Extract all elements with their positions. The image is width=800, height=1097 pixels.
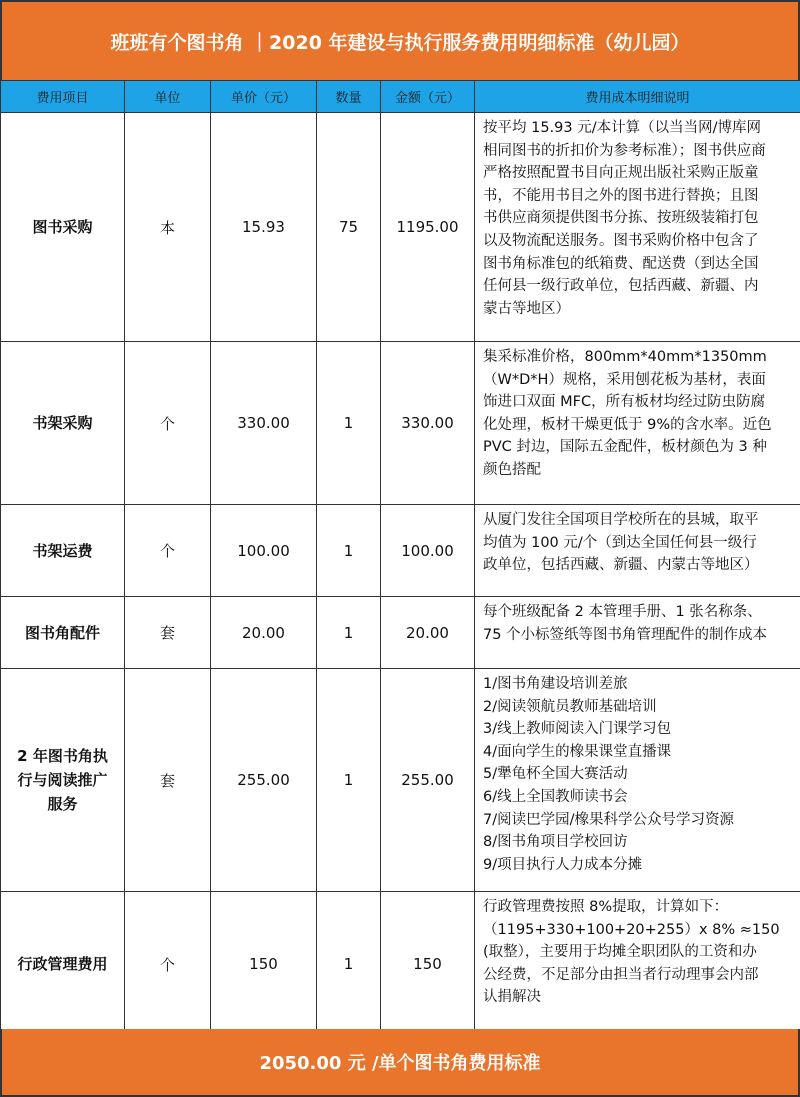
row-amount: 330.00 bbox=[381, 342, 475, 505]
row-item-name: 行政管理费用 bbox=[1, 892, 125, 1037]
description-line: 集采标准价格，800mm*40mm*1350mm bbox=[483, 349, 767, 365]
description-line: 5/犟龟杯全国大赛活动 bbox=[483, 766, 628, 783]
row-quantity: 1 bbox=[317, 597, 381, 669]
description-line: 相同图书的折扣价为参考标准）；图书供应商 bbox=[483, 142, 766, 159]
row-item-name bbox=[1, 669, 125, 892]
description-line: 政单位，包括西藏、新疆、内蒙古等地区） bbox=[483, 557, 759, 574]
description-line: 饰进口双面 MFC，所有板材均经过防虫防腐 bbox=[483, 394, 766, 411]
row-unit: 套 bbox=[125, 597, 211, 669]
item-name-line: 行与阅读推广 bbox=[17, 771, 108, 789]
header-item: 费用项目 bbox=[1, 81, 125, 113]
description-line: PVC 封边，国际五金配件，板材颜色为 3 种 bbox=[483, 439, 767, 456]
row-unit-price: 330.00 bbox=[211, 342, 317, 505]
row-description bbox=[475, 892, 800, 1037]
description-line: 8/图书角项目学校回访 bbox=[483, 834, 628, 851]
description-line: 书，不能用书目之外的图书进行替换；且图 bbox=[483, 187, 759, 204]
row-unit: 个 bbox=[125, 505, 211, 597]
description-line: 2/阅读领航员教师基础培训 bbox=[483, 698, 657, 715]
table-row bbox=[1, 505, 800, 597]
row-unit: 个 bbox=[125, 342, 211, 505]
row-amount: 150 bbox=[381, 892, 475, 1037]
row-item-name: 图书角配件 bbox=[1, 597, 125, 669]
row-quantity: 1 bbox=[317, 342, 381, 505]
table-row bbox=[1, 892, 800, 1037]
row-description bbox=[475, 342, 800, 505]
row-amount: 255.00 bbox=[381, 669, 475, 892]
row-item-name: 书架采购 bbox=[1, 342, 125, 505]
row-unit-price: 150 bbox=[211, 892, 317, 1037]
row-unit-price: 255.00 bbox=[211, 669, 317, 892]
row-description bbox=[475, 505, 800, 597]
description-line: （W*D*H）规格，采用刨花板为基材，表面 bbox=[483, 371, 766, 388]
row-unit-price: 15.93 bbox=[211, 113, 317, 342]
table-row bbox=[1, 342, 800, 505]
description-line: 化处理，板材干燥更低于 9%的含水率。近色 bbox=[483, 416, 772, 433]
row-quantity: 1 bbox=[317, 892, 381, 1037]
description-line: 蒙古等地区） bbox=[483, 300, 570, 317]
row-description bbox=[475, 597, 800, 669]
cost-table bbox=[0, 80, 800, 1037]
row-quantity: 75 bbox=[317, 113, 381, 342]
description-line: 认捐解决 bbox=[483, 989, 541, 1006]
row-description bbox=[475, 113, 800, 342]
description-line: 以及物流配送服务。图书采购价格中包含了 bbox=[483, 232, 759, 249]
row-quantity: 1 bbox=[317, 669, 381, 892]
description-line: 任何县一级行政单位，包括西藏、新疆、内 bbox=[483, 278, 759, 295]
row-item-name: 图书采购 bbox=[1, 113, 125, 342]
description-line: 书供应商须提供图书分拣、按班级装箱打包 bbox=[483, 210, 759, 227]
description-line: （1195+330+100+20+255）x 8% ≈150 bbox=[483, 921, 780, 938]
row-amount: 1195.00 bbox=[381, 113, 475, 342]
row-item-name: 书架运费 bbox=[1, 505, 125, 597]
description-line: (取整），主要用于均摊全职团队的工资和办 bbox=[483, 944, 757, 961]
description-line: 从厦门发往全国项目学校所在的县城，取平 bbox=[483, 512, 759, 528]
row-unit: 本 bbox=[125, 113, 211, 342]
row-amount: 20.00 bbox=[381, 597, 475, 669]
header-unit: 单位 bbox=[125, 81, 211, 113]
total-footer: 2050.00 元 /单个图书角费用标准 bbox=[0, 1029, 800, 1097]
description-line: 公经费，不足部分由担当者行动理事会内部 bbox=[483, 966, 759, 983]
description-line: 1/图书角建设培训差旅 bbox=[483, 676, 628, 692]
description-line: 行政管理费按照 8%提取，计算如下： bbox=[483, 899, 729, 915]
row-quantity: 1 bbox=[317, 505, 381, 597]
row-description bbox=[475, 669, 800, 892]
description-line: 严格按照配置书目向正规出版社采购正版童 bbox=[483, 165, 759, 182]
description-line: 3/线上教师阅读入门课学习包 bbox=[483, 721, 672, 738]
header-description: 费用成本明细说明 bbox=[475, 81, 800, 113]
description-line: 颜色搭配 bbox=[483, 461, 541, 478]
table-row bbox=[1, 669, 800, 892]
row-amount: 100.00 bbox=[381, 505, 475, 597]
item-name-line: 服务 bbox=[47, 795, 78, 813]
description-line: 7/阅读巴学园/橡果科学公众号学习资源 bbox=[483, 811, 734, 828]
table-header-row bbox=[1, 81, 800, 113]
description-line: 6/线上全国教师读书会 bbox=[483, 788, 628, 805]
description-line: 75 个小标签纸等图书角管理配件的制作成本 bbox=[483, 626, 768, 643]
header-qty: 数量 bbox=[317, 81, 381, 113]
page-title: 班班有个图书角 ｜2020 年建设与执行服务费用明细标准（幼儿园） bbox=[0, 0, 800, 80]
header-amount: 金额（元） bbox=[381, 81, 475, 113]
header-price: 单价（元） bbox=[211, 81, 317, 113]
description-line: 每个班级配备 2 本管理手册、1 张名称条、 bbox=[483, 604, 762, 620]
description-line: 按平均 15.93 元/本计算（以当当网/博库网 bbox=[483, 120, 761, 136]
row-unit-price: 20.00 bbox=[211, 597, 317, 669]
description-line: 4/面向学生的橡果课堂直播课 bbox=[483, 743, 672, 760]
row-unit-price: 100.00 bbox=[211, 505, 317, 597]
description-line: 均值为 100 元/个（到达全国任何县一级行 bbox=[483, 534, 757, 551]
item-name-line: 2 年图书角执 bbox=[17, 747, 108, 765]
table-row bbox=[1, 597, 800, 669]
row-unit: 个 bbox=[125, 892, 211, 1037]
row-unit: 套 bbox=[125, 669, 211, 892]
description-line: 图书角标准包的纸箱费、配送费（到达全国 bbox=[483, 255, 759, 272]
table-row bbox=[1, 113, 800, 342]
description-line: 9/项目执行人力成本分摊 bbox=[483, 856, 643, 873]
